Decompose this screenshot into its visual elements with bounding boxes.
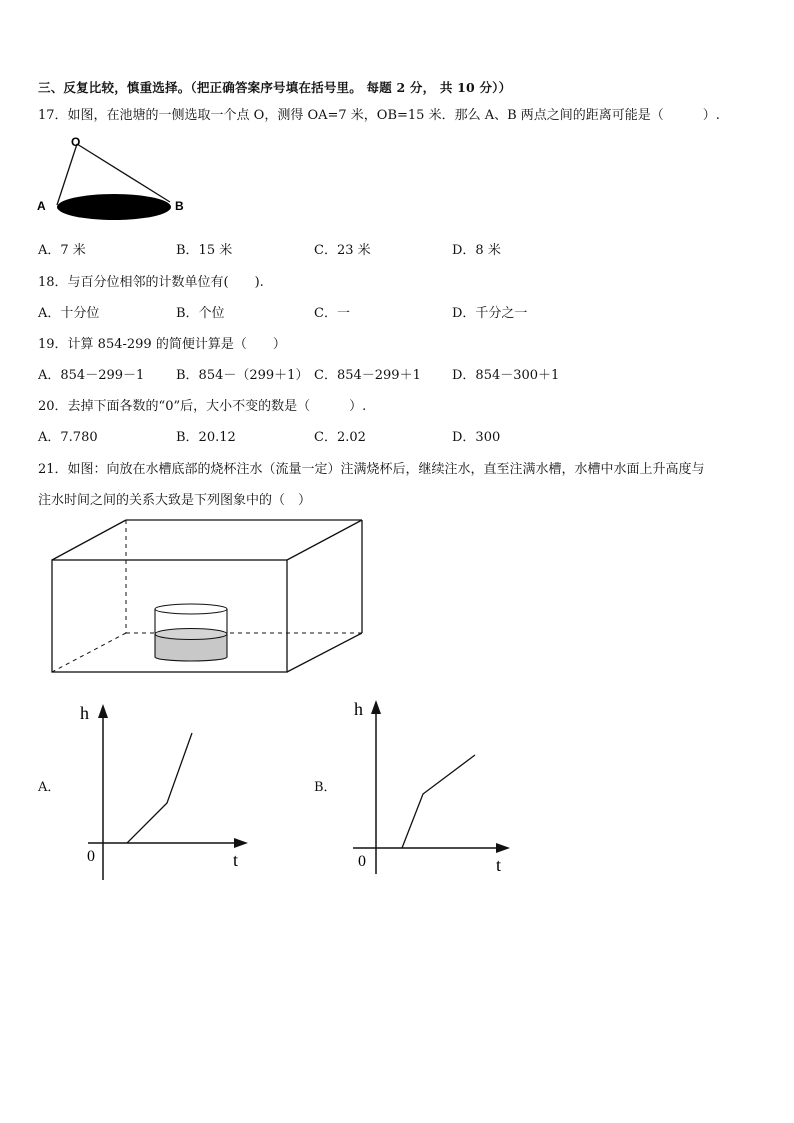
question-21-text-line2: 注水时间之间的关系大致是下列图象中的（ ）: [38, 493, 312, 508]
q19-option-b: B．854－（299＋1）: [176, 368, 309, 383]
question-18-text: 18．与百分位相邻的计数单位有( ).: [38, 275, 264, 290]
q18-option-a: A．十分位: [38, 306, 100, 321]
graph-b-y-arrow: [371, 700, 381, 714]
graph-b-t-label: t: [496, 855, 502, 875]
question-19-text: 19．计算 854-299 的简便计算是（ ）: [38, 337, 286, 352]
q20-option-c: C．2.02: [314, 430, 366, 445]
label-a: A: [37, 199, 46, 213]
q19-option-a: A．854－299－1: [38, 368, 145, 383]
graph-b-origin: 0: [358, 853, 366, 870]
q18-option-d: D．千分之一: [452, 306, 528, 321]
q17-option-a: A．7 米: [38, 243, 86, 258]
graph-a-origin: 0: [87, 848, 95, 865]
graph-a-h-label: h: [80, 703, 89, 723]
question-21-text-line1: 21．如图：向放在水槽底部的烧杯注水（流量一定）注满烧杯后，继续注水，直至注满水槽，水槽中水面上升高度与: [38, 462, 705, 477]
q17-option-d: D．8 米: [452, 243, 501, 258]
q18-option-c: C．一: [314, 306, 350, 321]
q18-option-b: B．个位: [176, 306, 225, 321]
graph-b-h-label: h: [354, 699, 363, 719]
graph-b-x-arrow: [496, 843, 510, 853]
label-b: B: [175, 199, 184, 213]
q20-option-a: A．7.780: [38, 430, 98, 445]
label-o: O: [71, 135, 81, 149]
q19-option-c: C．854－299＋1: [314, 368, 421, 383]
q20-option-b: B．20.12: [176, 430, 236, 445]
q17-option-c: C．23 米: [314, 243, 371, 258]
question-20-text: 20．去掉下面各数的“0”后，大小不变的数是（ ）.: [38, 399, 367, 414]
question-17-text: 17．如图，在池塘的一侧选取一个点 O，测得 OA=7 米，OB=15 米．那么 A、B 两点之间的距离可能是（ ）.: [38, 108, 720, 123]
graph-b-curve: [402, 755, 475, 848]
q20-option-d: D．300: [452, 430, 501, 445]
q21-option-b-label: B．: [314, 780, 337, 795]
q21-option-a-label: A．: [38, 780, 61, 795]
graph-a-t-label: t: [233, 850, 239, 870]
section-title: 三、反复比较，慎重选择。（把正确答案序号填在括号里。 每题 2 分， 共 10 分））: [38, 80, 512, 95]
q17-option-b: B．15 米: [176, 243, 233, 258]
q19-option-d: D．854－300＋1: [452, 368, 560, 383]
